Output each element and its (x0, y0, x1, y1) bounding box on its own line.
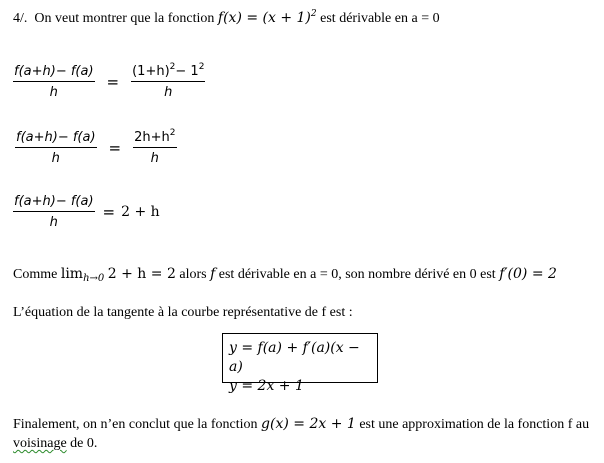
tangent-intro: L’équation de la tangente à la courbe représentative de f est : (13, 305, 353, 320)
tangent-result: y = 2x + 1 (229, 378, 304, 394)
tangent-equation-box (222, 333, 378, 394)
limit-operator: $\lim_{h\to 0}$ (60, 266, 105, 284)
equals-sign: = (108, 139, 122, 157)
difference-quotient: $\frac{f(a+h)- f(a)}{h}$ (14, 194, 94, 230)
derivative-value: f′(0) = 2 (499, 266, 557, 282)
difference-quotient: $\frac{f(a+h)- f(a)}{h}$ (14, 64, 94, 100)
limit-statement: Comme $\lim_{h\to 0} 2 + h = 2$ alors f est dérivable en a = 0, son nombre dérivé en 0 est f′(0) = 2 (13, 266, 557, 284)
approximation-function: g(x) = 2x + 1 (261, 416, 356, 432)
problem-number: 4/. (13, 11, 28, 26)
equals-sign: = (102, 203, 116, 221)
equals-sign: = (106, 73, 120, 91)
tangent-formula: y = f(a) + f′(a)(x − a) (229, 340, 360, 375)
difference-quotient: $\frac{f(a+h)- f(a)}{h}$ (16, 130, 96, 166)
rhs-expression: 2 + h (121, 204, 160, 220)
rhs-fraction: $\frac{2h+h^2}{h}$ (134, 128, 176, 166)
limit-expression: 2 + h = 2 (107, 266, 176, 282)
problem-statement (13, 10, 440, 27)
equation-step-2 (15, 130, 177, 166)
conclusion: Finalement, on n’en conclut que la fonction g(x) = 2x + 1 est une approximation de la fonction f au voisinage de 0. (13, 416, 590, 451)
spellcheck-word: voisinage (13, 436, 67, 451)
equation-step-3 (13, 194, 160, 230)
rhs-fraction: $\frac{(1+h)^2- 1^2}{h}$ (132, 62, 205, 100)
equation-step-1 (13, 64, 205, 100)
function-definition: $f(x) = (x + 1)^2$ (217, 9, 317, 26)
problem-text-end: est dérivable en a = 0 (320, 11, 440, 26)
problem-text: On veut montrer que la fonction (34, 11, 215, 26)
